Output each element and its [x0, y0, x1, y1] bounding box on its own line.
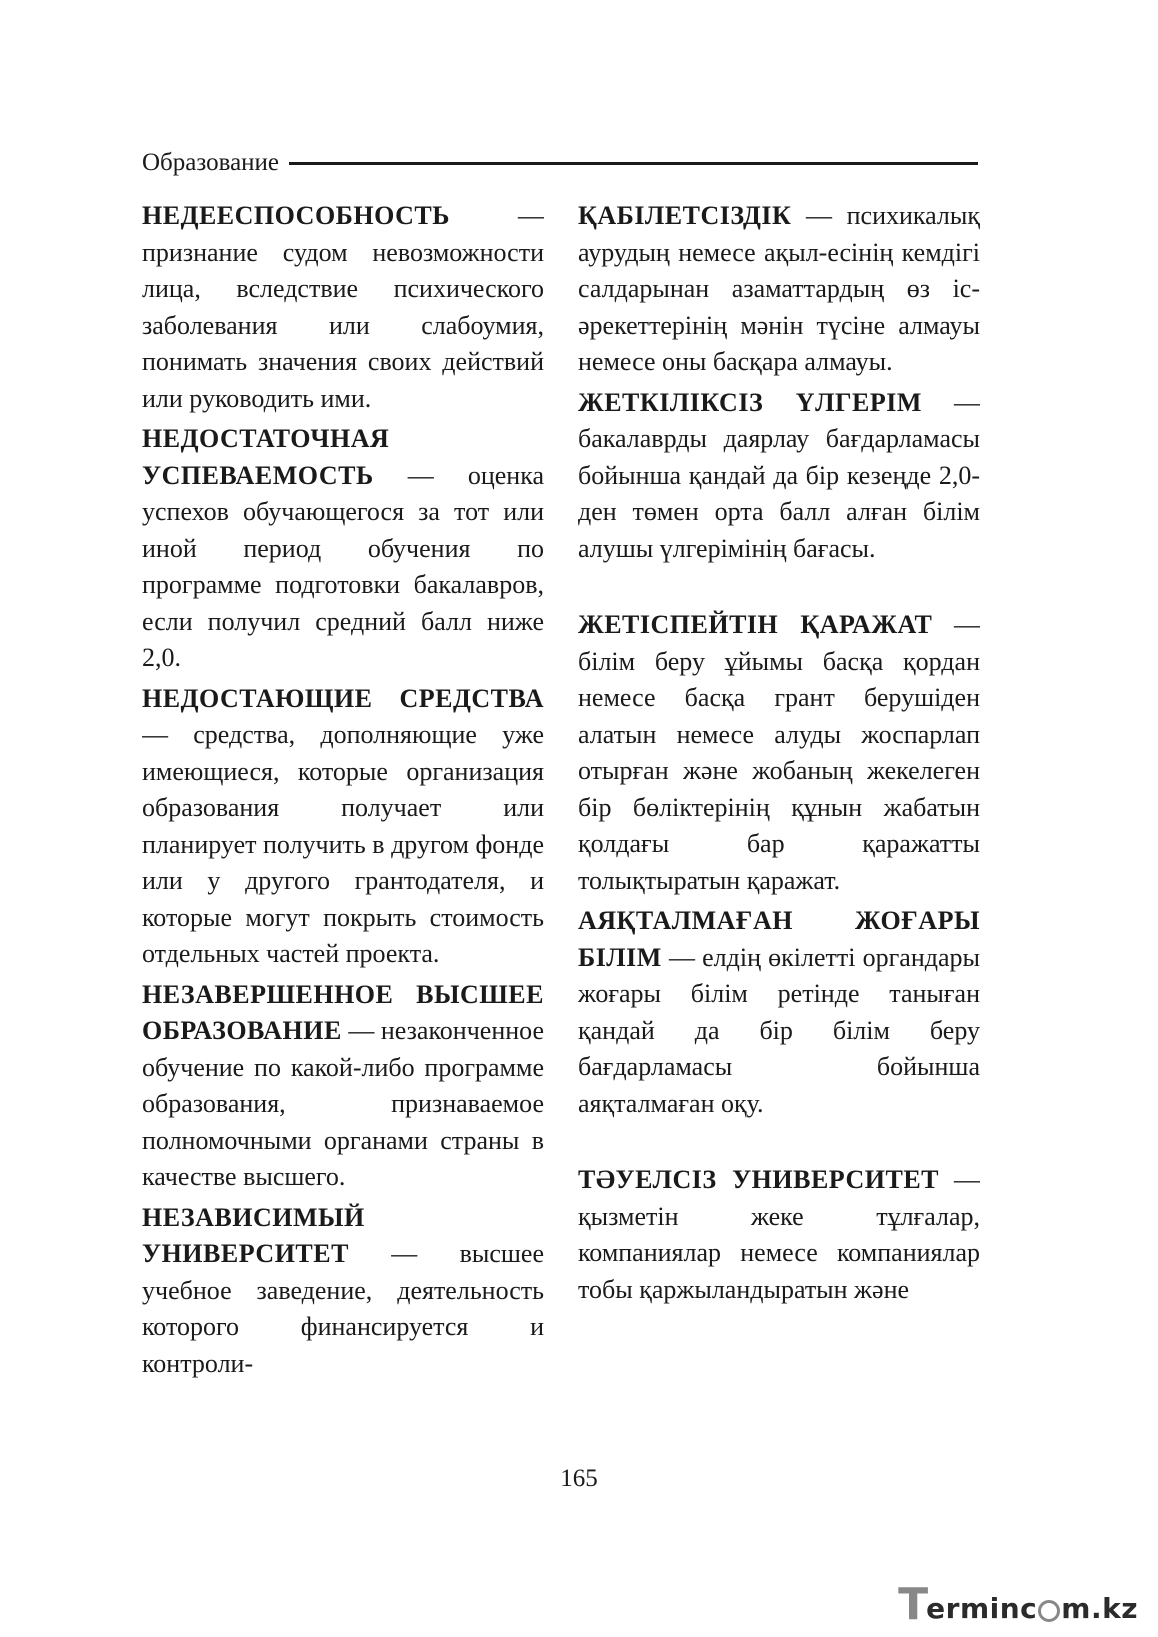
glossary-entry: [142, 681, 544, 973]
entry-definition: высшее учебное заведение, деятельность которого финансируется и контроли-: [142, 1239, 544, 1378]
entry-definition: средства, дополняющие уже имеющиеся, которые организация образования получает или планирует получить в другом фонде или у другого грантодателя, и которые могут покрыть стоимость отдельных частей проекта.: [142, 720, 544, 968]
entry-definition: бакалаврды даярлау бағдарламасы бойынша қандай да бір кезеңде 2,0-ден төмен орта балл алған білім алушы үлгерімінің бағасы.: [578, 424, 980, 563]
entry-term: ЖЕТІСПЕЙТІН ҚАРАЖАТ: [578, 610, 933, 639]
header-rule: [289, 162, 978, 165]
glossary-entry: [578, 1162, 980, 1308]
left-column: [142, 198, 544, 1443]
glossary-entry: [578, 607, 980, 899]
entry-term: НЕДОСТАТОЧНАЯ УСПЕВАЕМОСТЬ: [142, 424, 390, 490]
page-number: 165: [560, 1465, 598, 1492]
glossary-entry: [142, 421, 544, 677]
entry-term: НЕДОСТАЮЩИЕ СРЕДСТВА: [142, 683, 544, 713]
glossary-entry: [142, 977, 544, 1196]
entry-definition: оценка успехов обучающегося за тот или иной период обучения по программе подготовки бакалавров, если получил средний балл ниже 2,0.: [142, 460, 544, 672]
entry-term: АЯҚТАЛМАҒАН ЖОҒАРЫ БІЛІМ: [578, 906, 980, 972]
entry-term: НЕДЕЕСПОСОБНОСТЬ: [142, 201, 450, 230]
glossary-entry: [578, 903, 980, 1122]
entry-term: ЖЕТКІЛІКСІЗ ҮЛГЕРІМ: [578, 387, 922, 417]
glossary-entry: [578, 385, 980, 568]
entry-term: НЕЗАВЕРШЕННОЕ ВЫСШЕЕ ОБРАЗОВАНИЕ: [142, 979, 544, 1045]
entry-definition: признание судом невозможности лица, вследствие психического заболевания или слабоумия, понимать значения своих действий или руководить ими.: [142, 237, 544, 413]
watermark-t-letter: T: [898, 1579, 929, 1630]
entry-dash: —: [449, 201, 544, 230]
site-watermark: [898, 1579, 1138, 1630]
watermark-text-start: erminc: [926, 1592, 1038, 1625]
entry-term: НЕЗАВИСИМЫЙ УНИВЕРСИТЕТ: [142, 1202, 365, 1268]
entry-definition: незаконченное обучение по какой-либо программе образования, признаваемое полномочными органами страны в качестве высшего.: [142, 1016, 544, 1191]
entry-definition: қызметін жеке тұлғалар, компаниялар немесе компаниялар тобы қаржыландыратын және: [578, 1201, 980, 1304]
entry-definition: білім беру ұйымы басқа қордан немесе басқа грант берушіден алатын немесе алуды жоспарлап отырған және жобаның жекелеген бір бөліктерінің құнын жабатын қолдағы бар қаражатты толықтыратын қаражат.: [578, 646, 980, 895]
entry-dash: —: [939, 1165, 980, 1194]
entry-dash: —: [921, 387, 980, 417]
entry-dash: —: [142, 720, 194, 749]
entry-term: ТӘУЕЛСІЗ УНИВЕРСИТЕТ: [578, 1165, 940, 1194]
watermark-text-end: m.kz: [1061, 1592, 1138, 1625]
running-header: [142, 146, 978, 180]
glossary-entry: [142, 1200, 544, 1383]
entry-dash: —: [341, 1016, 381, 1045]
magnifier-icon: [1038, 1600, 1060, 1622]
glossary-entry: [578, 198, 980, 381]
entry-term: ҚАБІЛЕТСІЗДІК: [578, 201, 792, 230]
entry-dash: —: [661, 942, 703, 972]
entry-definition: психикалық аурудың немесе ақыл-есінің кемдігі салдарынан азаматтардың өз іс-әрекеттерінің мәнін түсіне алмауы немесе оны басқара алмауы.: [578, 201, 980, 376]
entry-dash: —: [373, 460, 468, 490]
entry-dash: —: [348, 1239, 460, 1268]
glossary-entry: [142, 198, 544, 417]
entry-dash: —: [791, 201, 847, 230]
section-title: Образование: [142, 149, 280, 176]
entry-dash: —: [932, 610, 980, 639]
right-column: [578, 198, 980, 1443]
entry-definition: елдің өкілетті органдары жоғары білім ретінде таныған қандай да бір білім беру бағдарламасы бойынша аяқталмаған оқу.: [578, 942, 980, 1118]
